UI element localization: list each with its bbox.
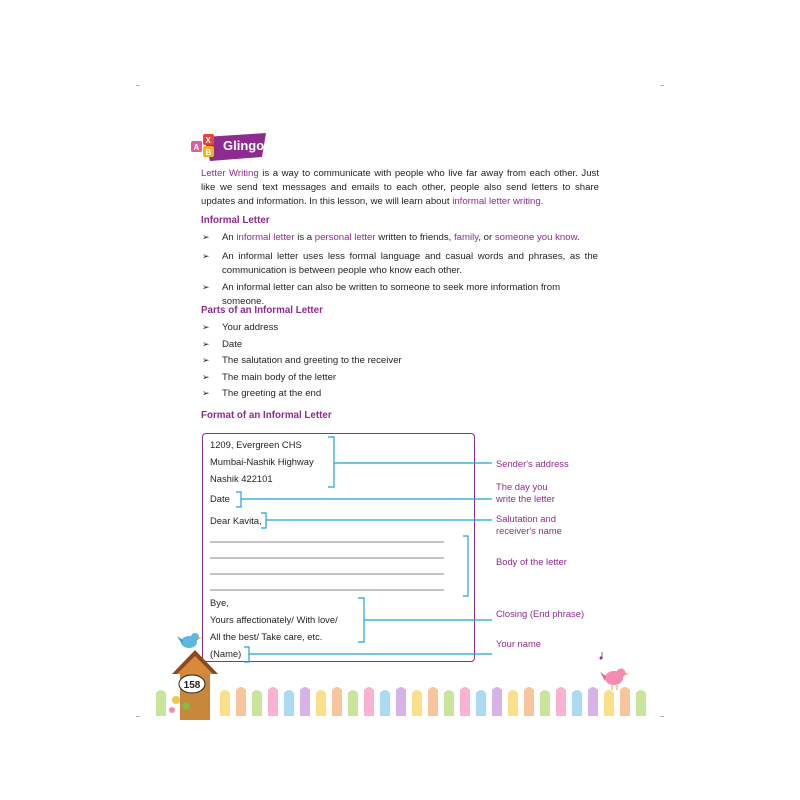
your-name-label: Your name [496,638,541,649]
fence-picket [636,690,646,716]
highlighted-term: informal letter writing [452,196,541,207]
blue-bird-icon [177,633,202,648]
body-label: Body of the letter [496,556,567,567]
fence-picket [380,690,390,716]
pink-bird-icon [600,669,629,691]
text-segment: . [540,196,544,207]
arrow-bullet-icon: ➢ [202,355,210,365]
fence-picket [332,687,342,716]
fence-picket [236,687,246,716]
fence-picket [396,687,406,716]
page-number: 158 [183,680,201,691]
salutation-bracket [261,513,266,528]
text-segment: , or [478,232,495,243]
fence-picket [524,687,534,716]
body-bracket [463,536,468,596]
page-number-badge [179,675,205,693]
fence-picket [508,690,518,716]
music-note-icon [600,652,603,660]
fence-picket [428,687,438,716]
address-bracket [328,437,334,487]
salutation-label-line: receiver's name [496,525,562,536]
fence-picket [252,690,262,716]
fence-picket [572,690,582,716]
day-label-line: The day you [496,481,548,492]
salutation-text: Dear Kavita, [210,515,262,526]
fence-decoration [150,628,650,720]
fence-picket [540,690,550,716]
arrow-bullet-icon: ➢ [202,339,210,349]
informal-letter-heading: Informal Letter [201,215,270,226]
text-segment: is a [294,232,315,243]
arrow-bullet-icon: ➢ [202,232,210,242]
arrow-bullet-icon: ➢ [202,388,210,398]
text-segment: is a way to communicate with people who live far away from each other. Just like we send text messages and emails to each other, people also send letters to share updates and information. In this lesson, we will learn about [201,168,600,207]
arrow-bullet-icon: ➢ [202,251,210,261]
text-segment: An [222,232,237,243]
fence-picket [620,687,630,716]
fence-pickets [156,687,646,716]
fence-picket [604,690,614,716]
date-bracket [236,492,241,507]
fence-picket [556,687,566,716]
highlighted-term: informal letter [236,232,295,243]
date-text: Date [210,493,230,504]
address-line: Mumbai-Nashik Highway [210,456,314,467]
day-label-line: write the letter [496,493,555,504]
closing-line: All the best/ Take care, etc. [210,631,323,642]
logo-letter: A [193,143,200,152]
logo-letter: B [205,148,212,157]
fence-picket [460,687,470,716]
parts-item-text: The main body of the letter [222,372,337,383]
text-segment: written to friends, [375,232,454,243]
arrow-bullet-icon: ➢ [202,372,210,382]
fence-picket [444,690,454,716]
parts-item-text: The salutation and greeting to the receiver [222,355,402,366]
fence-picket [588,687,598,716]
closing-line: Bye, [210,597,229,608]
fence-picket [364,687,374,716]
highlighted-term: personal letter [314,232,376,243]
format-heading: Format of an Informal Letter [201,410,332,421]
arrow-bullet-icon: ➢ [202,282,210,292]
fence-picket [300,687,310,716]
closing-line: Yours affectionately/ With love/ [210,614,338,625]
fence-picket [412,690,422,716]
text-segment: . [577,232,580,243]
name-text: (Name) [210,648,242,659]
highlighted-term: Letter Writing [201,168,259,179]
address-line: 1209, Evergreen CHS [210,439,302,450]
address-line: Nashik 422101 [210,473,273,484]
fence-picket [316,690,326,716]
text-segment: An informal letter uses less formal language and casual words and phrases, as the communication is between people who know each other. [222,251,598,276]
parts-item-text: Your address [222,322,279,333]
fence-picket [220,690,230,716]
highlighted-term: family [453,232,479,243]
closing-label: Closing (End phrase) [496,608,585,619]
logo-text: Glingo [223,138,265,153]
highlighted-term: someone you know [494,232,577,243]
sender-address-label: Sender's address [496,458,569,469]
fence-picket [156,690,166,716]
salutation-label-line: Salutation and [496,513,556,524]
fence-picket [268,687,278,716]
parts-heading: Parts of an Informal Letter [201,305,323,316]
fence-picket [492,687,502,716]
text-segment: An informal letter can also be written to someone to seek more information from someone. [222,282,561,307]
parts-item-text: The greeting at the end [222,388,322,399]
arrow-bullet-icon: ➢ [202,322,210,332]
fence-picket [476,690,486,716]
logo-letter: X [205,136,211,145]
fence-picket [284,690,294,716]
parts-item-text: Date [222,339,243,350]
fence-picket [348,690,358,716]
